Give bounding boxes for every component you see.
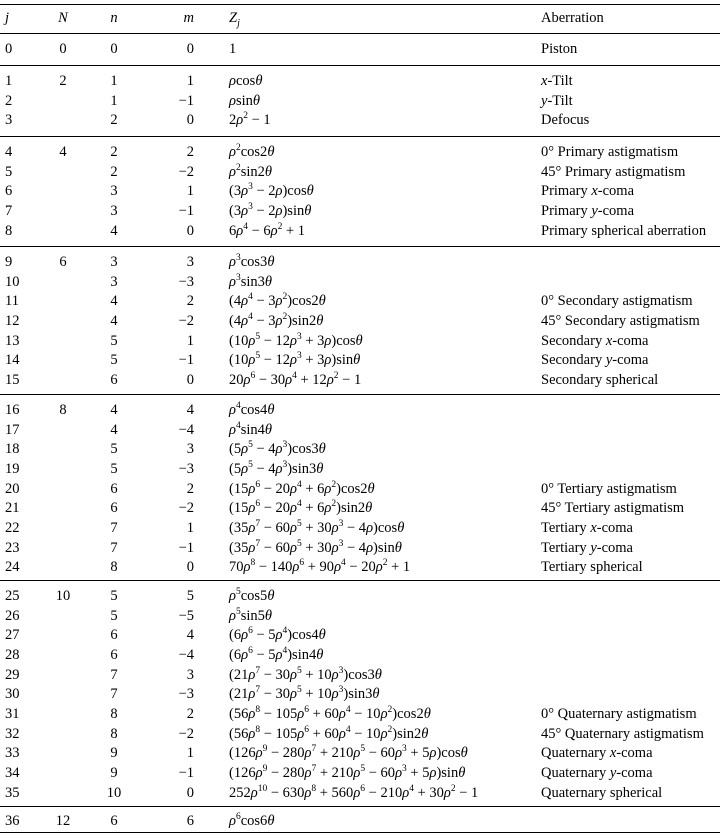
cell-n: 6 — [110, 627, 118, 644]
cell-j: 3 — [5, 112, 13, 129]
cell-aberration: Quaternary y-coma — [541, 764, 653, 781]
cell-n: 5 — [110, 460, 118, 477]
cell-m: 3 — [186, 666, 194, 683]
top-rule — [0, 4, 720, 5]
cell-aberration: Piston — [541, 41, 578, 57]
cell-j: 14 — [5, 352, 20, 369]
table-row — [0, 401, 720, 420]
cell-aberration: Quaternary spherical — [541, 784, 663, 801]
cell-j: 0 — [5, 41, 13, 57]
cell-zj: $\rho^3\cos 3\theta$ — [229, 253, 275, 270]
cell-n: 6 — [110, 480, 118, 497]
cell-j: 21 — [5, 500, 20, 517]
table-row — [0, 202, 720, 221]
cell-zj: $\rho^5\sin 5\theta$ — [229, 606, 273, 624]
cell-m: −5 — [178, 607, 194, 624]
cell-aberration: Primary spherical aberration — [541, 222, 707, 239]
cell-N: 12 — [55, 813, 71, 829]
cell-j: 22 — [5, 519, 20, 536]
cell-n: 2 — [110, 112, 118, 129]
cell-n: 6 — [110, 371, 118, 388]
cell-n: 2 — [110, 163, 118, 180]
group-rule — [0, 580, 720, 581]
cell-aberration: Secondary spherical — [541, 371, 659, 388]
table-row — [0, 626, 720, 645]
cell-n: 6 — [110, 646, 118, 663]
table-header-row — [0, 9, 720, 28]
cell-j: 7 — [5, 202, 13, 219]
cell-j: 9 — [5, 254, 13, 270]
cell-n: 5 — [110, 607, 118, 624]
table-row — [0, 371, 720, 390]
cell-n: 1 — [110, 73, 118, 89]
cell-m: −2 — [178, 500, 194, 517]
cell-n: 0 — [110, 41, 118, 57]
cell-j: 27 — [5, 627, 20, 644]
cell-zj: $252\rho^{10} - 630\rho^8 + 560\rho^6 - 210\rho^4 + 30\rho^2 - 1$ — [229, 783, 479, 801]
cell-zj: $\rho^3\sin 3\theta$ — [229, 272, 273, 290]
cell-m: 1 — [186, 519, 194, 536]
cell-N: 6 — [59, 254, 67, 270]
table-row — [0, 163, 720, 182]
table-row — [0, 519, 720, 538]
table-row — [0, 460, 720, 479]
cell-n: 6 — [110, 500, 118, 517]
cell-n: 6 — [110, 813, 118, 829]
cell-zj: $(5\rho^5 - 4\rho^3)\cos 3\theta$ — [229, 440, 326, 458]
table-row — [0, 499, 720, 518]
cell-n: 2 — [110, 144, 118, 160]
cell-zj: $\rho^6\cos 6\theta$ — [229, 812, 275, 829]
cell-n: 7 — [110, 539, 118, 556]
cell-n: 5 — [110, 352, 118, 369]
group-rule — [0, 65, 720, 66]
table-row — [0, 666, 720, 685]
header-zj: $Z_j$ — [229, 10, 240, 29]
cell-aberration: 0° Quaternary astigmatism — [541, 705, 697, 722]
cell-zj: $\rho^2\sin 2\theta$ — [229, 162, 273, 180]
table-row — [0, 40, 720, 59]
cell-j: 32 — [5, 725, 20, 742]
cell-n: 3 — [110, 254, 118, 270]
cell-zj: $70\rho^8 - 140\rho^6 + 90\rho^4 - 20\rho^2 + 1$ — [229, 558, 411, 576]
table-row — [0, 607, 720, 626]
cell-zj: $(6\rho^6 - 5\rho^4)\cos 4\theta$ — [229, 626, 326, 644]
cell-zj: $(35\rho^7 - 60\rho^5 + 30\rho^3 - 4\rho)\cos\theta$ — [229, 519, 405, 536]
cell-m: −1 — [178, 202, 194, 219]
header-aberration: Aberration — [541, 10, 604, 26]
cell-j: 4 — [5, 144, 13, 160]
cell-zj: $(56\rho^8 - 105\rho^6 + 60\rho^4 - 10\rho^2)\sin 2\theta$ — [229, 724, 429, 742]
cell-j: 10 — [5, 273, 20, 290]
cell-m: −3 — [178, 460, 194, 477]
cell-n: 1 — [110, 92, 118, 109]
cell-j: 11 — [5, 293, 19, 310]
cell-m: 1 — [186, 183, 194, 200]
table-row — [0, 273, 720, 292]
cell-zj: $2\rho^2 - 1$ — [229, 111, 271, 129]
cell-aberration: 45° Quaternary astigmatism — [541, 725, 704, 742]
cell-m: 2 — [186, 144, 194, 160]
cell-zj: $(4\rho^4 - 3\rho^2)\cos 2\theta$ — [229, 292, 326, 310]
cell-m: 0 — [186, 559, 194, 576]
cell-zj: ρcosθ — [229, 73, 263, 89]
table-row — [0, 111, 720, 130]
group-rule — [0, 33, 720, 34]
table-row — [0, 351, 720, 370]
cell-m: 2 — [186, 293, 194, 310]
cell-N: 10 — [55, 588, 71, 604]
cell-n: 7 — [110, 519, 118, 536]
table-row — [0, 72, 720, 91]
group-rule — [0, 394, 720, 395]
cell-m: 0 — [186, 41, 194, 57]
cell-aberration: y-Tilt — [541, 92, 573, 109]
cell-aberration: Tertiary y-coma — [541, 539, 633, 556]
cell-j: 17 — [5, 421, 20, 438]
cell-m: −1 — [178, 764, 194, 781]
group-rule — [0, 246, 720, 247]
table-row — [0, 725, 720, 744]
table-row — [0, 92, 720, 111]
cell-zj: $(56\rho^8 - 105\rho^6 + 60\rho^4 - 10\rho^2)\cos 2\theta$ — [229, 705, 431, 722]
cell-n: 9 — [110, 764, 118, 781]
table-row — [0, 332, 720, 351]
table-row — [0, 312, 720, 331]
cell-zj: 1 — [229, 41, 237, 57]
cell-aberration: Primary x-coma — [541, 183, 635, 200]
cell-zj: $(10\rho^5 - 12\rho^3 + 3\rho)\sin\theta$ — [229, 351, 361, 369]
table-row — [0, 764, 720, 783]
cell-zj: $20\rho^6 - 30\rho^4 + 12\rho^2 - 1$ — [229, 371, 362, 388]
cell-aberration: 0° Primary astigmatism — [541, 144, 679, 160]
table-row — [0, 812, 720, 831]
cell-aberration: Secondary x-coma — [541, 332, 649, 349]
cell-m: 4 — [186, 402, 194, 418]
header-j: j — [5, 10, 10, 26]
cell-m: 0 — [186, 371, 194, 388]
cell-m: 1 — [186, 332, 194, 349]
cell-n: 4 — [110, 293, 118, 310]
cell-m: −4 — [178, 421, 194, 438]
cell-zj: $\rho^4\sin 4\theta$ — [229, 420, 273, 438]
cell-zj: $(21\rho^7 - 30\rho^5 + 10\rho^3)\sin 3\theta$ — [229, 685, 380, 703]
cell-N: 0 — [59, 41, 67, 57]
table-row — [0, 685, 720, 704]
cell-j: 15 — [5, 371, 20, 388]
cell-zj: $(126\rho^9 - 280\rho^7 + 210\rho^5 - 60\rho^3 + 5\rho)\cos\theta$ — [229, 744, 468, 762]
table-row — [0, 784, 720, 803]
cell-n: 3 — [110, 183, 118, 200]
header-N: N — [58, 10, 68, 26]
table-row — [0, 440, 720, 459]
cell-m: 0 — [186, 784, 194, 801]
cell-zj: $(3\rho^3 - 2\rho)\sin\theta$ — [229, 202, 312, 219]
cell-m: 1 — [186, 745, 194, 762]
table-row — [0, 222, 720, 241]
cell-aberration: 45° Secondary astigmatism — [541, 312, 700, 329]
header-m: m — [183, 10, 194, 26]
cell-aberration: x-Tilt — [541, 73, 573, 89]
cell-m: −3 — [178, 273, 194, 290]
cell-n: 10 — [106, 784, 122, 801]
cell-n: 5 — [110, 588, 118, 604]
cell-zj: ρsinθ — [229, 92, 261, 109]
cell-zj: $(126\rho^9 - 280\rho^7 + 210\rho^5 - 60\rho^3 + 5\rho)\sin\theta$ — [229, 764, 466, 781]
cell-zj: $(6\rho^6 - 5\rho^4)\sin 4\theta$ — [229, 646, 324, 663]
cell-aberration: 45° Primary astigmatism — [541, 163, 686, 180]
cell-zj: $(4\rho^4 - 3\rho^2)\sin 2\theta$ — [229, 312, 324, 329]
cell-j: 23 — [5, 539, 20, 556]
cell-aberration: Tertiary spherical — [541, 559, 643, 576]
table-row — [0, 705, 720, 724]
cell-m: −1 — [178, 539, 194, 556]
table-row — [0, 182, 720, 201]
cell-N: 4 — [59, 144, 67, 160]
cell-j: 1 — [5, 73, 13, 89]
cell-aberration: Tertiary x-coma — [541, 519, 633, 536]
cell-m: 0 — [186, 222, 194, 239]
cell-m: −4 — [178, 646, 194, 663]
cell-j: 18 — [5, 441, 20, 458]
cell-n: 8 — [110, 559, 118, 576]
cell-n: 3 — [110, 273, 118, 290]
cell-n: 7 — [110, 666, 118, 683]
cell-j: 33 — [5, 745, 20, 762]
cell-j: 25 — [5, 588, 20, 604]
cell-m: 4 — [186, 627, 194, 644]
table-row — [0, 480, 720, 499]
cell-n: 8 — [110, 705, 118, 722]
cell-m: −1 — [178, 92, 194, 109]
cell-zj: $(15\rho^6 - 20\rho^4 + 6\rho^2)\cos 2\theta$ — [229, 479, 375, 497]
cell-m: −2 — [178, 725, 194, 742]
table-row — [0, 744, 720, 763]
cell-j: 16 — [5, 402, 20, 418]
cell-zj: $\rho^5\cos 5\theta$ — [229, 587, 275, 604]
cell-n: 3 — [110, 202, 118, 219]
cell-j: 34 — [5, 764, 20, 781]
cell-zj: $\rho^4\cos 4\theta$ — [229, 401, 275, 418]
cell-n: 8 — [110, 725, 118, 742]
cell-m: −1 — [178, 352, 194, 369]
cell-j: 24 — [5, 559, 20, 576]
cell-aberration: Quaternary x-coma — [541, 745, 653, 762]
cell-aberration: 0° Tertiary astigmatism — [541, 480, 677, 497]
table-row — [0, 292, 720, 311]
table-row — [0, 253, 720, 272]
cell-zj: $(3\rho^3 - 2\rho)\cos\theta$ — [229, 182, 314, 200]
cell-zj: $(10\rho^5 - 12\rho^3 + 3\rho)\cos\theta$ — [229, 331, 363, 349]
cell-j: 6 — [5, 183, 13, 200]
cell-N: 8 — [59, 402, 67, 418]
cell-zj: $(15\rho^6 - 20\rho^4 + 6\rho^2)\sin 2\theta$ — [229, 499, 373, 517]
bottom-rule — [0, 832, 720, 833]
table-row — [0, 646, 720, 665]
table-row — [0, 539, 720, 558]
cell-zj: $(35\rho^7 - 60\rho^5 + 30\rho^3 - 4\rho)\sin\theta$ — [229, 538, 402, 556]
table-row — [0, 587, 720, 606]
cell-j: 31 — [5, 705, 20, 722]
cell-m: −3 — [178, 686, 194, 703]
table-row — [0, 558, 720, 577]
table-row — [0, 143, 720, 162]
cell-n: 9 — [110, 745, 118, 762]
cell-j: 2 — [5, 92, 13, 109]
cell-j: 13 — [5, 332, 20, 349]
cell-zj: $(21\rho^7 - 30\rho^5 + 10\rho^3)\cos 3\theta$ — [229, 665, 382, 683]
cell-m: −2 — [178, 312, 194, 329]
cell-j: 26 — [5, 607, 20, 624]
cell-zj: $6\rho^4 - 6\rho^2 + 1$ — [229, 221, 306, 239]
cell-j: 35 — [5, 784, 20, 801]
cell-j: 20 — [5, 480, 20, 497]
cell-j: 28 — [5, 646, 20, 663]
cell-aberration: Primary y-coma — [541, 202, 635, 219]
cell-m: 2 — [186, 705, 194, 722]
cell-m: 2 — [186, 480, 194, 497]
cell-j: 36 — [5, 813, 20, 829]
cell-j: 12 — [5, 312, 20, 329]
header-n: n — [110, 10, 118, 26]
cell-j: 8 — [5, 222, 13, 239]
cell-j: 30 — [5, 686, 20, 703]
cell-m: 3 — [186, 441, 194, 458]
cell-aberration: Secondary y-coma — [541, 352, 649, 369]
cell-m: 5 — [186, 588, 194, 604]
cell-m: 3 — [186, 254, 194, 270]
cell-N: 2 — [59, 73, 67, 89]
cell-m: 6 — [186, 813, 194, 829]
cell-m: 1 — [186, 73, 194, 89]
cell-aberration: 45° Tertiary astigmatism — [541, 500, 685, 517]
cell-aberration: Defocus — [541, 112, 590, 129]
cell-j: 5 — [5, 163, 13, 180]
cell-n: 4 — [110, 421, 118, 438]
cell-zj: $\rho^2\cos 2\theta$ — [229, 143, 275, 160]
cell-m: −2 — [178, 163, 194, 180]
cell-n: 4 — [110, 402, 118, 418]
table-row — [0, 421, 720, 440]
cell-n: 7 — [110, 686, 118, 703]
cell-m: 0 — [186, 112, 194, 129]
cell-n: 5 — [110, 332, 118, 349]
cell-n: 4 — [110, 222, 118, 239]
cell-j: 29 — [5, 666, 20, 683]
group-rule — [0, 136, 720, 137]
cell-n: 5 — [110, 441, 118, 458]
cell-n: 4 — [110, 312, 118, 329]
group-rule — [0, 806, 720, 807]
cell-aberration: 0° Secondary astigmatism — [541, 293, 693, 310]
cell-zj: $(5\rho^5 - 4\rho^3)\sin 3\theta$ — [229, 460, 324, 477]
cell-j: 19 — [5, 460, 20, 477]
